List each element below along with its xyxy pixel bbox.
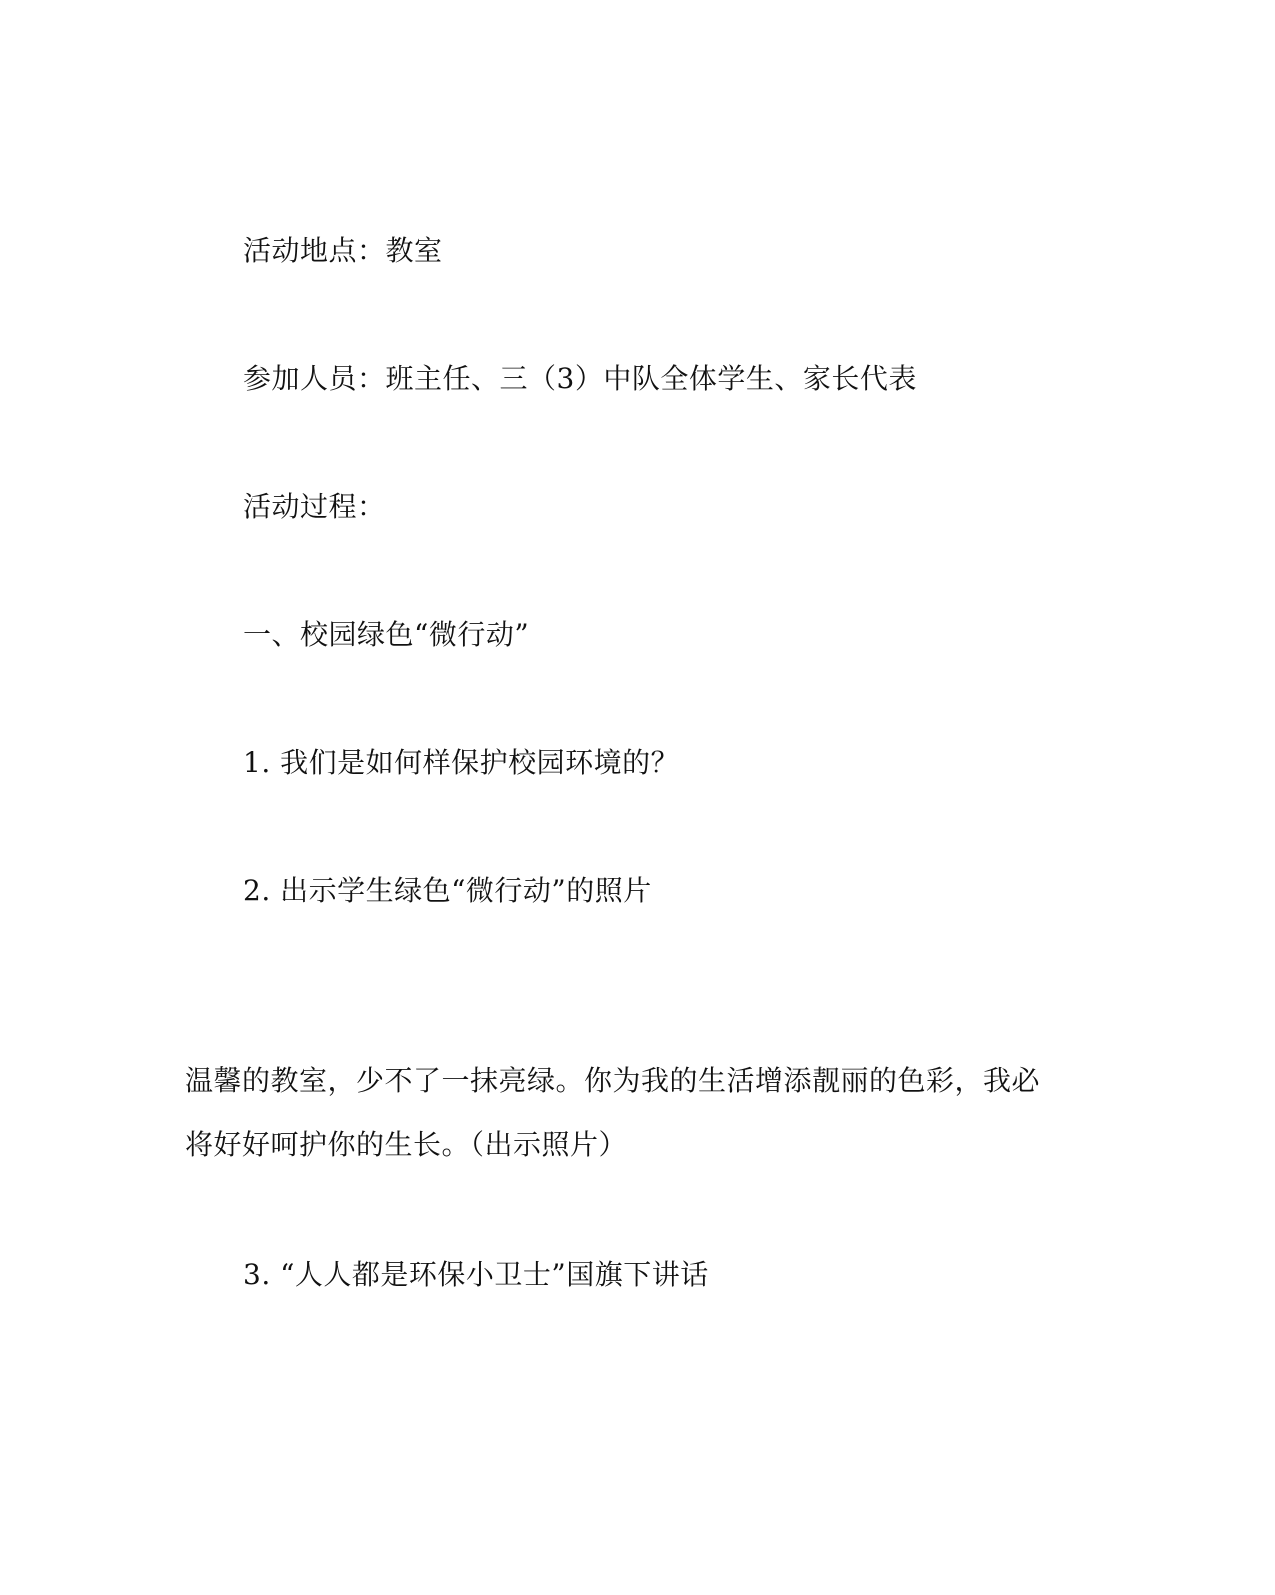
activity-process-heading: 活动过程：: [243, 490, 386, 523]
paragraph-line-1: 温馨的教室，少不了一抹亮绿。你为我的生活增添靓丽的色彩，我必: [185, 1064, 1041, 1097]
item-one: 1. 我们是如何样保护校园环境的？: [243, 746, 680, 779]
participants-line: 参加人员：班主任、三（3）中队全体学生、家长代表: [243, 362, 917, 395]
item-two: 2. 出示学生绿色“微行动”的照片: [243, 874, 652, 907]
paragraph-line-2: 将好好呵护你的生长。（出示照片）: [185, 1128, 628, 1161]
activity-location-line: 活动地点：教室: [243, 234, 443, 267]
section-one-heading: 一、校园绿色“微行动”: [243, 618, 530, 651]
item-three: 3. “人人都是环保小卫士”国旗下讲话: [243, 1258, 709, 1291]
